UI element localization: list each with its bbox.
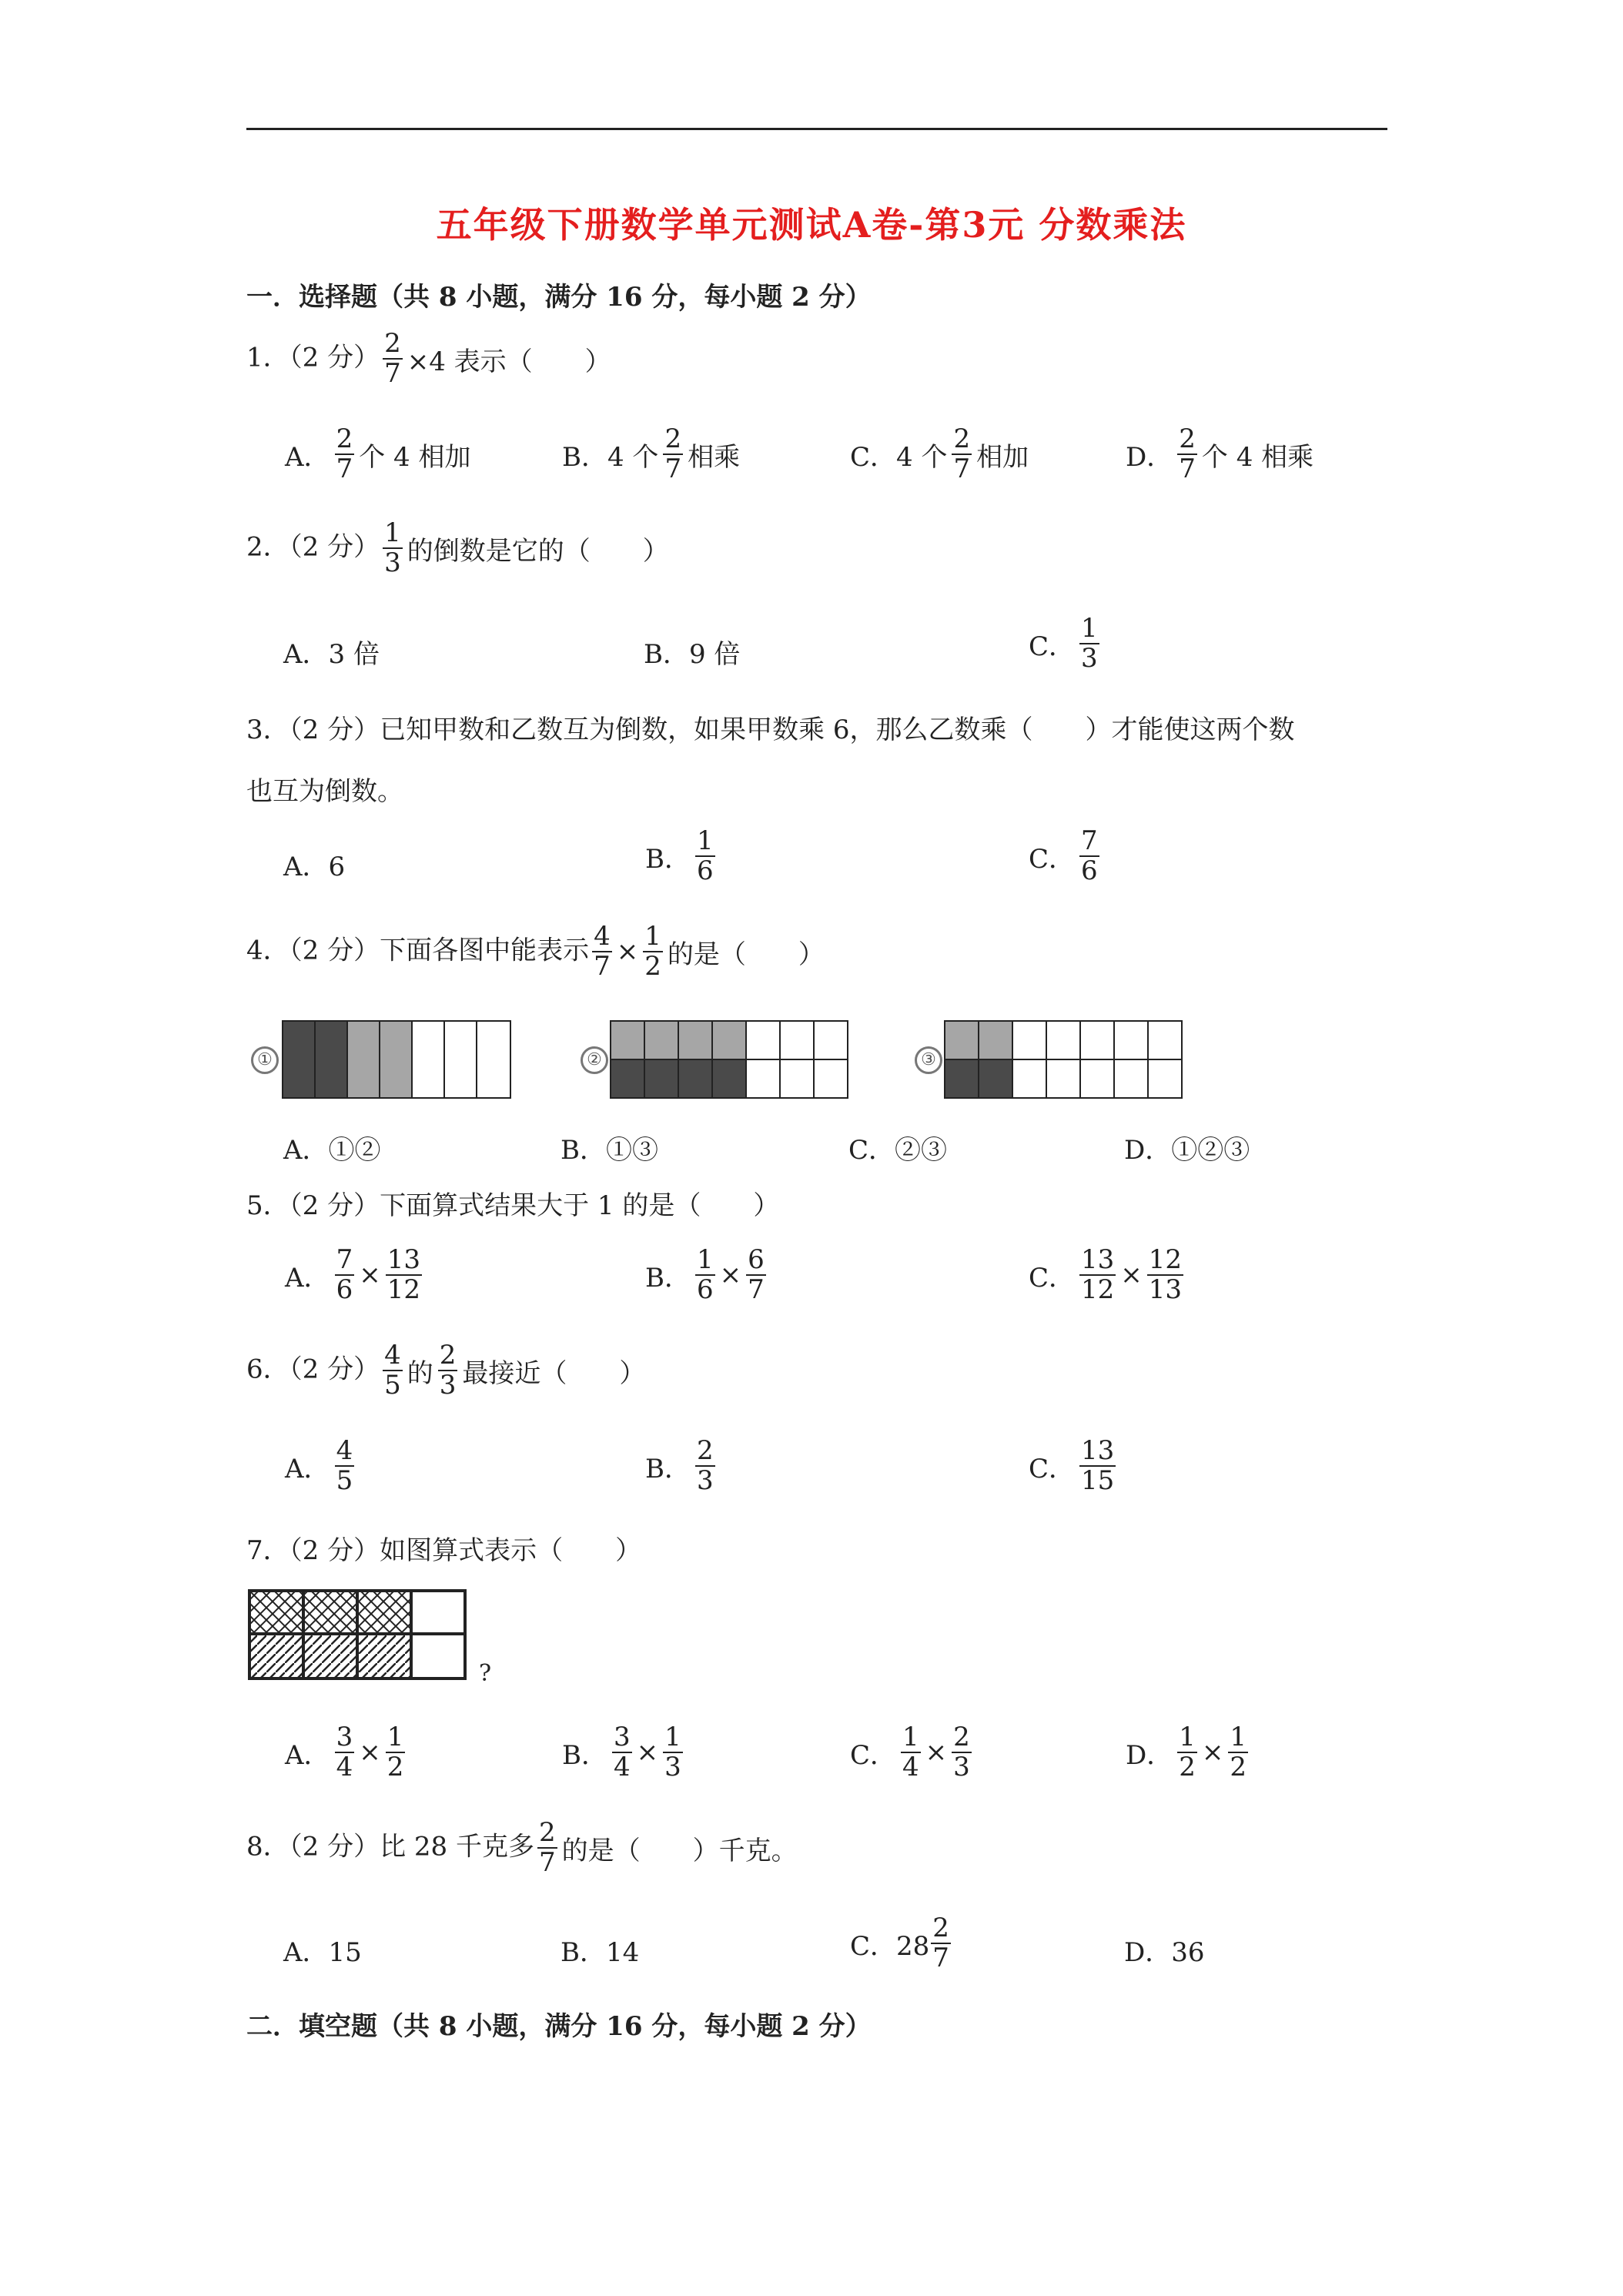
q1-option-b[interactable]: B．4 个 $\frac{2}{7}$ 相乘 [562,423,741,485]
q6-option-c[interactable]: C． $\frac{13}{15}$ [1029,1435,1115,1497]
question-3-line-1: 3．（2 分）已知甲数和乙数互为倒数，如果甲数乘 6，那么乙数乘（ ）才能使这两个数 [246,715,1295,745]
q8-option-a[interactable]: A．15 [283,1937,362,1968]
section-2-heading: 二．填空题（共 8 小题，满分 16 分，每小题 2 分） [246,2011,872,2042]
q4-option-a[interactable]: A．①② [283,1135,381,1166]
q1-fraction: $\frac{2}{7}$ [384,328,401,390]
q7-option-a[interactable]: A． $\frac{3}{4}$ × $\frac{1}{2}$ [285,1722,404,1783]
page-title: 五年级下册数学单元测试A卷-第3元 分数乘法 [436,204,1187,246]
question-7: 7．（2 分）如图算式表示（ ） [246,1535,642,1566]
question-8: 8．（2 分）比 28 千克多 $\frac{2}{7}$ 的是（ ）千克。 [246,1817,798,1879]
q6-option-a[interactable]: A． $\frac{4}{5}$ [285,1435,353,1497]
q7-question-mark: ? [479,1660,492,1687]
figure-1 [282,1020,513,1100]
figure-q7 [248,1589,468,1682]
q2-option-a[interactable]: A．3 倍 [283,639,380,670]
q8-option-c[interactable]: C．28 $\frac{2}{7}$ [850,1913,949,1974]
q5-option-b[interactable]: B． $\frac{1}{6}$ × $\frac{6}{7}$ [645,1244,765,1306]
q4-option-b[interactable]: B．①③ [561,1135,658,1166]
q1-option-d[interactable]: D． $\frac{2}{7}$ 个 4 相乘 [1126,423,1314,485]
q2-fraction: $\frac{1}{3}$ [384,517,401,579]
question-3-line-2: 也互为倒数。 [246,776,403,807]
q7-option-c[interactable]: C． $\frac{1}{4}$ × $\frac{2}{3}$ [850,1722,970,1783]
top-rule [246,128,1387,130]
question-1 [246,330,613,389]
q4-option-c[interactable]: C．②③ [848,1135,948,1166]
question-4: 4．（2 分）下面各图中能表示 $\frac{4}{7}$ × $\frac{1}{2}$ 的是（ ） [246,921,825,982]
question-2: 2．（2 分） $\frac{1}{3}$ 的倒数是它的（ ） [246,517,669,579]
q4-option-d[interactable]: D．①②③ [1124,1135,1250,1166]
question-5: 5．（2 分）下面算式结果大于 1 的是（ ） [246,1190,780,1221]
q8-option-d[interactable]: D．36 [1124,1937,1205,1968]
q5-option-c[interactable]: C． $\frac{13}{12}$ × $\frac{12}{13}$ [1029,1244,1183,1306]
figure-2 [610,1020,850,1100]
q2-option-b[interactable]: B．9 倍 [644,639,741,670]
q8-option-b[interactable]: B．14 [561,1937,640,1968]
q6-option-b[interactable]: B． $\frac{2}{3}$ [645,1435,714,1497]
q1-tail: ×4 表示（ ） [407,346,611,377]
q2-option-c[interactable]: C． $\frac{1}{3}$ [1029,613,1098,674]
question-6: 6．（2 分） $\frac{4}{5}$ 的 $\frac{2}{3}$ 最接近（ ） [246,1340,646,1401]
q1-number: 1．（2 分） [246,342,380,373]
q7-option-d[interactable]: D． $\frac{1}{2}$ × $\frac{1}{2}$ [1126,1722,1247,1783]
q1-option-a[interactable]: A． $\frac{2}{7}$ 个 4 相加 [285,423,471,485]
figure-3 [944,1020,1184,1100]
q7-option-b[interactable]: B． $\frac{3}{4}$ × $\frac{1}{3}$ [562,1722,681,1783]
figure-2-label: ② [581,1046,608,1074]
q3-option-c[interactable]: C． $\frac{7}{6}$ [1029,825,1098,887]
q3-option-b[interactable]: B． $\frac{1}{6}$ [645,825,714,887]
q1-option-c[interactable]: C．4 个 $\frac{2}{7}$ 相加 [850,423,1029,485]
section-1-heading: 一．选择题（共 8 小题，满分 16 分，每小题 2 分） [246,282,872,313]
figure-1-label: ① [251,1046,279,1074]
q3-option-a[interactable]: A．6 [283,852,346,882]
figure-3-label: ③ [915,1046,942,1074]
q5-option-a[interactable]: A． $\frac{7}{6}$ × $\frac{13}{12}$ [285,1244,420,1306]
